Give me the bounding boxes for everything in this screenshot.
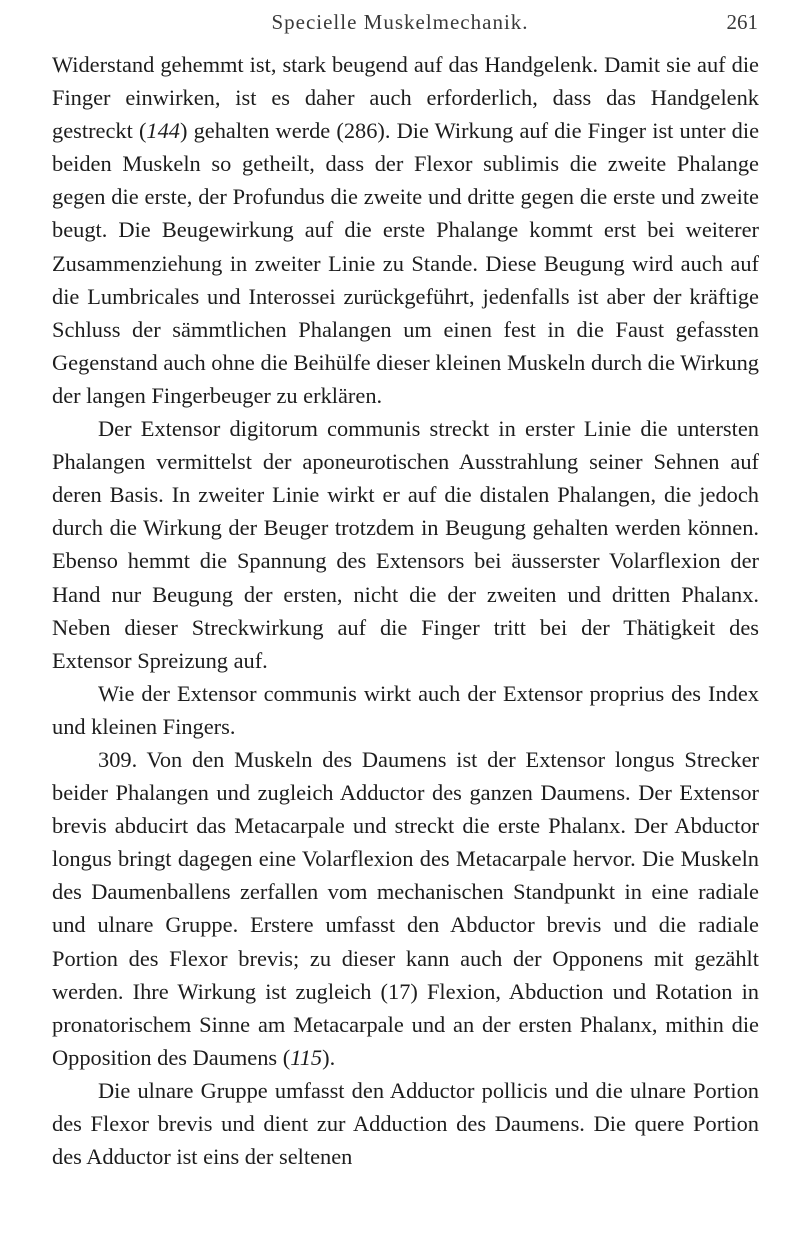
paragraph-3: Wie der Extensor communis wirkt auch der Extensor proprius des Index und kleinen Fingers. (52, 680, 759, 739)
paragraph-5: Die ulnare Gruppe umfasst den Adductor pollicis und die ulnare Portion des Flexor brevis und dient zur Adduction des Daumens. Die quere Portion des Adductor ist eins der seltenen (52, 1077, 759, 1170)
page-number: 261 (726, 10, 758, 34)
paragraph-1 (52, 48, 759, 412)
paragraph-1-text-b: ) gehalten werde (286). Die Wirkung auf die Finger ist unter die beiden Muskeln so getheilt, dass der Flexor sublimis die zweite Phalange gegen die erste, der Profundus die zweite und dritte gegen die erste und zweite beugt. Die Beugewirkung auf die erste Phalange kommt erst bei weiterer Zusammenziehung in zweiter Linie zu Stande. Diese Beugung wird auch auf die Lumbricales und Interossei zurückgeführt, jedenfalls ist aber der kräftige Schluss der sämmtlichen Phalangen um einen fest in die Faust gefassten Gegenstand auch ohne die Beihülfe dieser kleinen Muskeln durch die Wirkung der langen Fingerbeuger zu erklären. (52, 118, 760, 408)
page-header (0, 10, 800, 36)
paragraph-4-text-a: 309. Von den Muskeln des Daumens ist der Extensor longus Strecker beider Phalangen und zugleich Adductor des ganzen Daumens. Der Extensor brevis abducirt das Metacarpale und streckt die erste Phalanx. Der Abductor longus bringt dagegen eine Volarflexion des Metacarpale hervor. Die Muskeln des Daumenballens zerfallen vom mechanischen Standpunkt in eine radiale und ulnare Gruppe. Erstere umfasst den Abductor brevis und die radiale Portion des Flexor brevis; zu dieser kann auch der Opponens mit gezählt werden. Ihre Wirkung ist zugleich (17) Flexion, Abduction und Rotation in pronatorischem Sinne am Metacarpale und an der ersten Phalanx, mithin die Opposition des Daumens ( (52, 746, 759, 1070)
section-reference: 115 (290, 1044, 323, 1070)
running-title: Specielle Muskelmechanik. (271, 10, 529, 34)
paragraph-1-text-a: Widerstand gehemmt ist, stark beugend auf das Handgelenk. Damit sie auf die Finger einwirken, ist es daher auch erforderlich, dass das Handgelenk gestreckt ( (52, 52, 759, 144)
paragraph-4-text-b: ). (322, 1044, 336, 1070)
body-text (52, 48, 759, 1173)
paragraph-2: Der Extensor digitorum communis streckt in erster Linie die untersten Phalangen vermittelst der aponeurotischen Ausstrahlung seiner Sehnen auf deren Basis. In zweiter Linie wirkt er auf die distalen Phalangen, die jedoch durch die Wirkung der Beuger trotzdem in Beugung gehalten werden können. Ebenso hemmt die Spannung des Extensors bei äusserster Volarflexion der Hand nur Beugung der ersten, nicht die der zweiten und dritten Phalanx. Neben dieser Streckwirkung auf die Finger tritt bei der Thätigkeit des Extensor Spreizung auf. (52, 416, 759, 673)
section-reference: 144 (146, 118, 180, 144)
paragraph-4 (52, 743, 759, 1074)
